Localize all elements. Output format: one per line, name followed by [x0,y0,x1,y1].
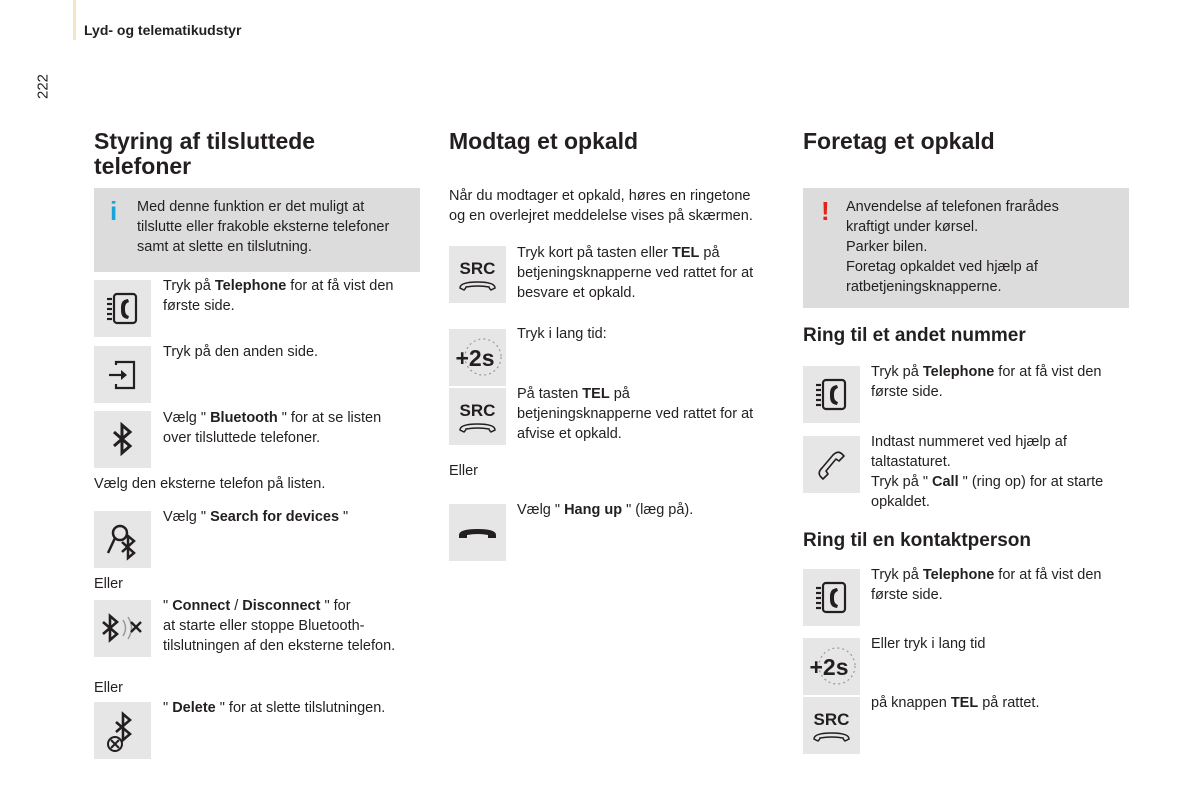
warning-text [846,197,1059,297]
subheading-contact: Ring til en kontaktperson [803,530,1032,551]
step-connect-disconnect [163,596,395,656]
text: " [163,598,173,614]
text: at starte eller stoppe Bluetooth- [163,618,365,634]
text: På tasten [517,386,583,402]
long-press-2s-icon [803,638,860,695]
text: over tilsluttede telefoner. [163,430,321,446]
text: " (ring op) for at starte [958,474,1104,490]
src-tel-button-icon [803,697,860,754]
info-line: samt at slette en tilslutning. [137,239,312,255]
text: Tryk på [871,567,923,583]
text: / [230,598,243,614]
text-bold: Connect [172,598,231,614]
warning-icon: ! [821,196,830,226]
text: og en overlejret meddelelse vises på skærmen. [449,208,753,224]
warning-line: Parker bilen. [846,239,928,255]
text-bold: Telephone [214,278,287,294]
text: første side. [871,587,943,603]
text-bold: Search for devices [210,509,340,525]
select-phone-text: Vælg den eksterne telefon på listen. [94,476,326,492]
receive-intro [449,186,753,226]
src-label: SRC [459,401,496,420]
col3-title: Foretag et opkald [803,128,995,154]
text: Tryk på [871,364,923,380]
text: " for [320,598,351,614]
step-telephone [871,362,1101,402]
page-next-icon [94,346,151,403]
text-bold: Telephone [922,567,995,583]
src-tel-button-icon [449,246,506,303]
text: på rattet. [978,695,1040,711]
text: Vælg " [517,502,565,518]
warning-line: Foretag opkaldet ved hjælp af [846,259,1038,275]
long-press-2s-icon [449,329,506,386]
delete-bluetooth-icon [94,702,151,759]
warning-note [803,188,1129,308]
step-search-devices [163,507,348,527]
subheading-other-number: Ring til et andet nummer [803,325,1026,346]
step-telephone [163,276,393,316]
info-icon: i [110,196,118,226]
text: " [163,700,173,716]
text: " (læg på). [622,502,694,518]
or-label: Eller [94,680,124,696]
src-tel-button-icon [449,388,506,445]
info-note [94,188,420,272]
step-telephone [871,565,1101,605]
text: Indtast nummeret ved hjælp af [871,434,1067,450]
col1-title [94,129,315,179]
text: på [609,386,630,402]
text-bold: TEL [950,695,979,711]
text: for at få vist den [286,278,394,294]
text: betjeningsknapperne ved rattet for at [517,406,754,422]
or-label: Eller [449,463,479,479]
telephone-book-icon [803,366,860,423]
text: " for at slette tilslutningen. [215,700,386,716]
warning-line: Anvendelse af telefonen frarådes [846,199,1059,215]
text: tilslutningen af den eksterne telefon. [163,638,396,654]
text: for at få vist den [994,567,1102,583]
hang-up-icon [449,504,506,561]
info-text [137,197,389,257]
connect-disconnect-icon [94,600,151,657]
section-title: Lyd- og telematikudstyr [84,22,242,38]
phone-handset-icon [803,436,860,493]
text-bold: TEL [672,245,700,261]
step-bluetooth [163,408,381,448]
text-bold: Telephone [922,364,995,380]
step-answer [517,243,753,303]
text: for at få vist den [994,364,1102,380]
warning-line: ratbetjeningsknapperne. [846,279,1002,295]
page-number: 222 [34,73,52,100]
step-tel-button [871,693,1039,713]
step-call [871,432,1103,512]
plus2s-label: +2s [809,654,849,680]
col1-title-line2: telefoner [94,153,192,179]
text-bold: TEL [582,386,610,402]
text: betjeningsknapperne ved rattet for at [517,265,754,281]
text: første side. [871,384,943,400]
plus2s-label: +2s [455,345,495,371]
step-second-page: Tryk på den anden side. [163,344,319,360]
telephone-book-icon [94,280,151,337]
col1-title-line1: Styring af tilsluttede [94,128,316,154]
text: Tryk kort på tasten eller [517,245,672,261]
text: Tryk på " [871,474,933,490]
text: " for at se listen [277,410,382,426]
text: Vælg " [163,509,211,525]
header-accent-bar [73,0,76,40]
text: på knappen [871,695,951,711]
text-bold: Call [932,474,959,490]
step-reject [517,384,753,444]
text: første side. [163,298,235,314]
text-bold: Delete [172,700,216,716]
text: på [699,245,720,261]
text: besvare et opkald. [517,285,636,301]
info-line: Med denne funktion er det muligt at [137,199,365,215]
src-label: SRC [459,259,496,278]
text: opkaldet. [871,494,930,510]
text-bold: Disconnect [242,598,321,614]
search-devices-icon [94,511,151,568]
text: Vælg " [163,410,211,426]
text: taltastaturet. [871,454,951,470]
text: Tryk på [163,278,215,294]
text: Når du modtager et opkald, høres en ringetone [449,188,751,204]
warning-line: kraftigt under kørsel. [846,219,979,235]
step-long-press: Tryk i lang tid: [517,326,607,342]
step-hang-up [517,500,693,520]
info-line: tilslutte eller frakoble eksterne telefoner [137,219,390,235]
step-long-press: Eller tryk i lang tid [871,636,986,652]
text-bold: Hang up [564,502,623,518]
text: " [339,509,349,525]
or-label: Eller [94,576,124,592]
text: afvise et opkald. [517,426,622,442]
col2-title: Modtag et opkald [449,128,639,154]
src-label: SRC [813,710,850,729]
bluetooth-icon [94,411,151,468]
telephone-book-icon [803,569,860,626]
text-bold: Bluetooth [210,410,278,426]
step-delete [163,698,385,718]
